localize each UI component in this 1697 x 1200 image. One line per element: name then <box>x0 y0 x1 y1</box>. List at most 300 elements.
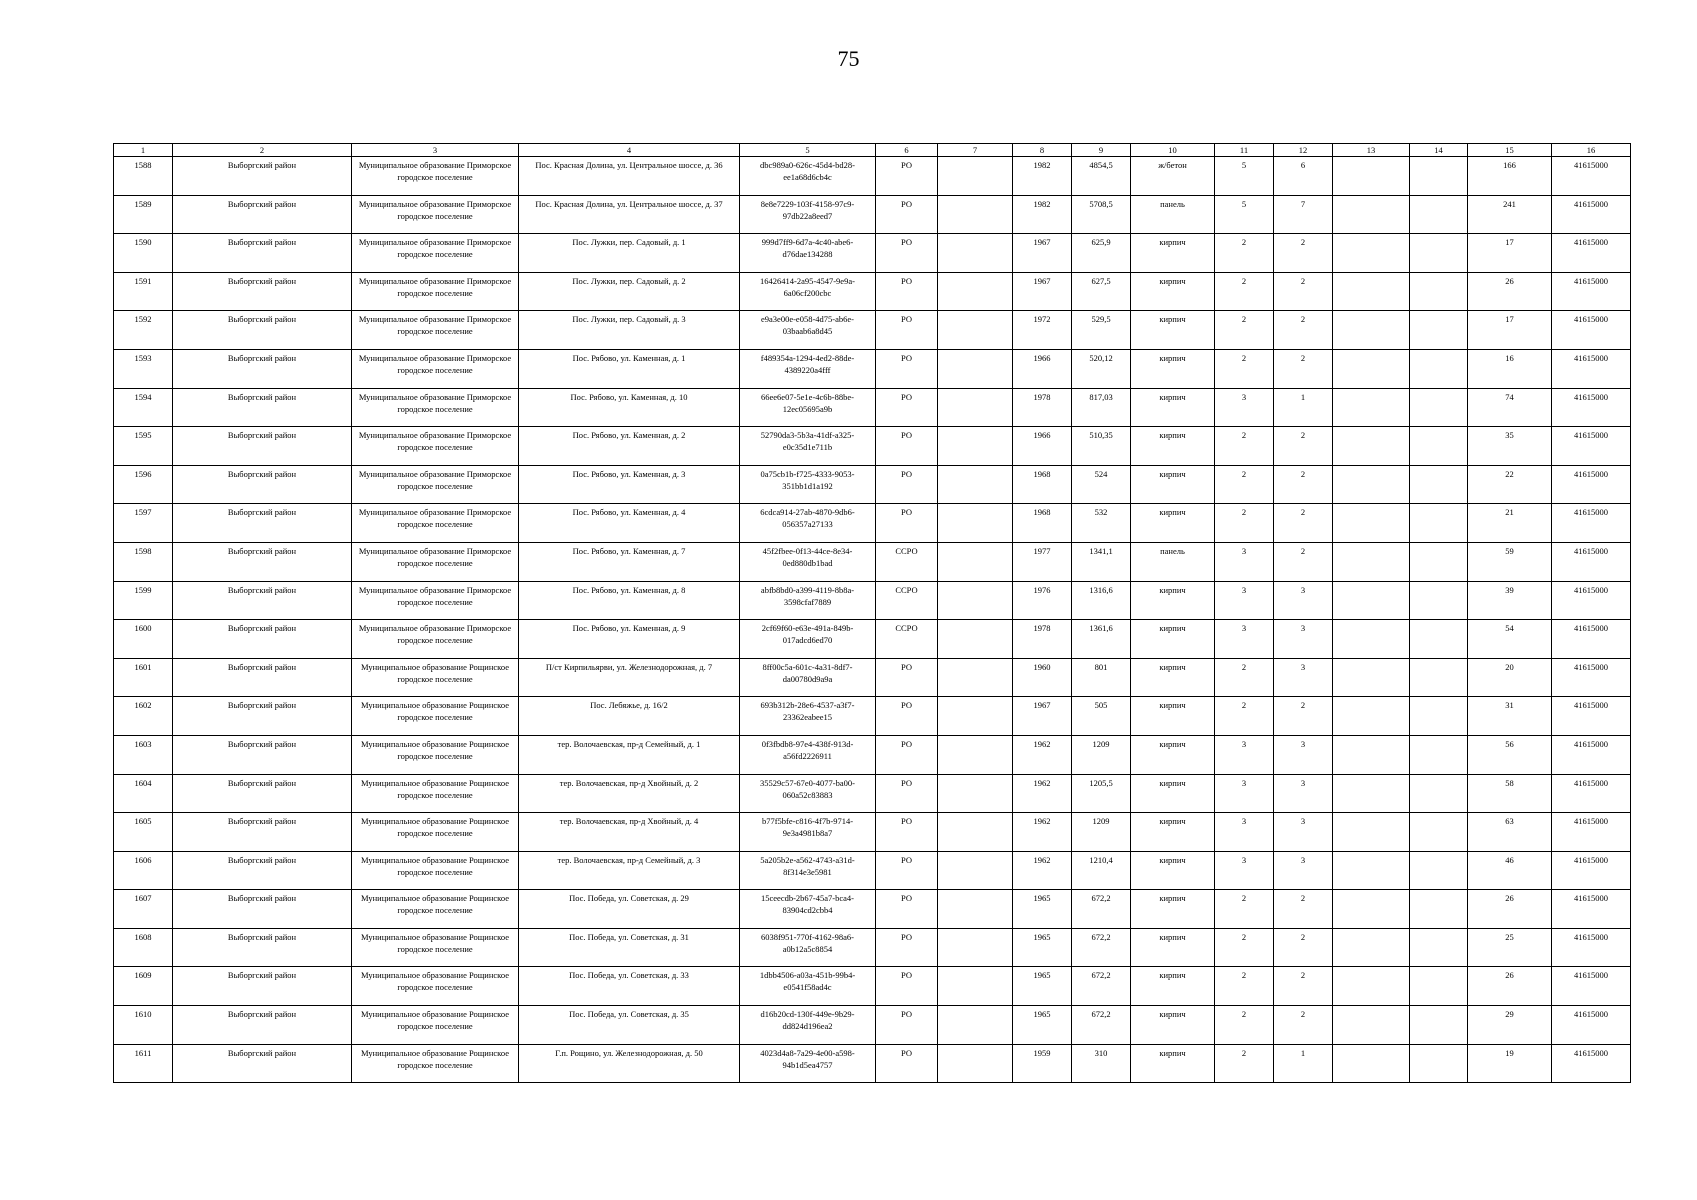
table-cell-col-10: кирпич <box>1131 851 1215 890</box>
table-cell-col-7 <box>938 967 1013 1006</box>
table-cell-col-4: Пос. Лужки, пер. Садовый, д. 2 <box>519 272 740 311</box>
table-cell-col-15: 22 <box>1468 465 1552 504</box>
table-cell-col-2: Выборгский район <box>173 697 352 736</box>
table-cell-col-1: 1604 <box>114 774 173 813</box>
table-cell-col-16: 41615000 <box>1552 620 1631 659</box>
column-header-2: 2 <box>173 144 352 157</box>
table-cell-col-10: кирпич <box>1131 890 1215 929</box>
table-cell-col-6: РО <box>876 349 938 388</box>
table-cell-col-16: 41615000 <box>1552 774 1631 813</box>
table-cell-col-9: 520,12 <box>1072 349 1131 388</box>
column-header-1: 1 <box>114 144 173 157</box>
table-cell-col-15: 26 <box>1468 272 1552 311</box>
table-cell-col-9: 5708,5 <box>1072 195 1131 234</box>
column-header-12: 12 <box>1274 144 1333 157</box>
table-cell-col-2: Выборгский район <box>173 465 352 504</box>
table-cell-col-3: Муниципальное образование Приморское городское поселение <box>352 581 519 620</box>
table-cell-col-14 <box>1410 658 1468 697</box>
table-cell-col-1: 1602 <box>114 697 173 736</box>
table-cell-col-14 <box>1410 427 1468 466</box>
table-cell-col-9: 1361,6 <box>1072 620 1131 659</box>
table-cell-col-15: 19 <box>1468 1044 1552 1083</box>
table-cell-col-14 <box>1410 542 1468 581</box>
table-cell-col-1: 1605 <box>114 813 173 852</box>
table-cell-col-13 <box>1333 620 1410 659</box>
table-cell-col-16: 41615000 <box>1552 581 1631 620</box>
table-cell-col-15: 54 <box>1468 620 1552 659</box>
table-cell-col-8: 1967 <box>1013 697 1072 736</box>
table-cell-col-8: 1960 <box>1013 658 1072 697</box>
table-cell-col-6: РО <box>876 697 938 736</box>
table-cell-col-4: Пос. Лужки, пер. Садовый, д. 1 <box>519 234 740 273</box>
table-row <box>114 697 1631 736</box>
table-cell-col-1: 1598 <box>114 542 173 581</box>
table-cell-col-5: e9a3e00e-e058-4d75-ab6e-03baab6a8d45 <box>740 311 876 350</box>
table-cell-col-8: 1976 <box>1013 581 1072 620</box>
table-cell-col-9: 672,2 <box>1072 1006 1131 1045</box>
table-cell-col-11: 2 <box>1215 234 1274 273</box>
table-cell-col-3: Муниципальное образование Рощинское городское поселение <box>352 851 519 890</box>
table-cell-col-12: 2 <box>1274 890 1333 929</box>
table-cell-col-8: 1962 <box>1013 774 1072 813</box>
table-cell-col-16: 41615000 <box>1552 813 1631 852</box>
table-cell-col-11: 3 <box>1215 620 1274 659</box>
table-cell-col-12: 2 <box>1274 234 1333 273</box>
table-cell-col-2: Выборгский район <box>173 851 352 890</box>
table-cell-col-2: Выборгский район <box>173 1044 352 1083</box>
table-cell-col-1: 1610 <box>114 1006 173 1045</box>
table-cell-col-2: Выборгский район <box>173 774 352 813</box>
table-cell-col-10: кирпич <box>1131 388 1215 427</box>
table-cell-col-1: 1611 <box>114 1044 173 1083</box>
table-cell-col-9: 627,5 <box>1072 272 1131 311</box>
table-cell-col-2: Выборгский район <box>173 157 352 196</box>
table-cell-col-3: Муниципальное образование Рощинское городское поселение <box>352 1044 519 1083</box>
table-cell-col-14 <box>1410 504 1468 543</box>
table-cell-col-9: 510,35 <box>1072 427 1131 466</box>
table-row <box>114 620 1631 659</box>
table-cell-col-5: 45f2fbee-0f13-44ce-8e34-0ed880db1bad <box>740 542 876 581</box>
table-cell-col-1: 1597 <box>114 504 173 543</box>
table-cell-col-14 <box>1410 311 1468 350</box>
table-cell-col-10: кирпич <box>1131 1044 1215 1083</box>
table-cell-col-13 <box>1333 311 1410 350</box>
table-cell-col-3: Муниципальное образование Приморское городское поселение <box>352 195 519 234</box>
column-header-6: 6 <box>876 144 938 157</box>
table-cell-col-3: Муниципальное образование Рощинское городское поселение <box>352 735 519 774</box>
table-cell-col-2: Выборгский район <box>173 388 352 427</box>
table-cell-col-16: 41615000 <box>1552 1044 1631 1083</box>
table-cell-col-9: 524 <box>1072 465 1131 504</box>
table-cell-col-4: Пос. Рябово, ул. Каменная, д. 8 <box>519 581 740 620</box>
table-cell-col-4: Пос. Победа, ул. Советская, д. 31 <box>519 928 740 967</box>
table-cell-col-8: 1966 <box>1013 427 1072 466</box>
table-cell-col-9: 817,03 <box>1072 388 1131 427</box>
table-cell-col-5: 8ff00c5a-601c-4a31-8df7-da00780d9a9a <box>740 658 876 697</box>
table-cell-col-6: РО <box>876 928 938 967</box>
table-cell-col-13 <box>1333 349 1410 388</box>
table-cell-col-9: 672,2 <box>1072 928 1131 967</box>
table-cell-col-14 <box>1410 1044 1468 1083</box>
table-cell-col-2: Выборгский район <box>173 234 352 273</box>
table-cell-col-12: 2 <box>1274 272 1333 311</box>
table-cell-col-16: 41615000 <box>1552 272 1631 311</box>
table-cell-col-4: тер. Волочаевская, пр-д Семейный, д. 3 <box>519 851 740 890</box>
table-cell-col-8: 1982 <box>1013 195 1072 234</box>
table-cell-col-12: 2 <box>1274 928 1333 967</box>
table-cell-col-5: 4023d4a8-7a29-4e00-a598-94b1d5ea4757 <box>740 1044 876 1083</box>
table-cell-col-4: Пос. Рябово, ул. Каменная, д. 7 <box>519 542 740 581</box>
table-cell-col-5: 999d7ff9-6d7a-4c40-abe6-d76dae134288 <box>740 234 876 273</box>
table-cell-col-7 <box>938 504 1013 543</box>
table-cell-col-8: 1968 <box>1013 504 1072 543</box>
table-cell-col-15: 21 <box>1468 504 1552 543</box>
table-cell-col-12: 2 <box>1274 427 1333 466</box>
table-cell-col-4: Пос. Рябово, ул. Каменная, д. 1 <box>519 349 740 388</box>
table-cell-col-7 <box>938 272 1013 311</box>
table-cell-col-16: 41615000 <box>1552 157 1631 196</box>
table-cell-col-8: 1968 <box>1013 465 1072 504</box>
table-cell-col-13 <box>1333 1006 1410 1045</box>
table-cell-col-12: 1 <box>1274 388 1333 427</box>
table-row <box>114 504 1631 543</box>
table-cell-col-11: 3 <box>1215 542 1274 581</box>
table-cell-col-12: 6 <box>1274 157 1333 196</box>
table-cell-col-3: Муниципальное образование Приморское городское поселение <box>352 620 519 659</box>
table-cell-col-11: 2 <box>1215 890 1274 929</box>
table-cell-col-4: Пос. Победа, ул. Советская, д. 29 <box>519 890 740 929</box>
table-cell-col-14 <box>1410 851 1468 890</box>
table-cell-col-10: кирпич <box>1131 465 1215 504</box>
table-cell-col-14 <box>1410 157 1468 196</box>
table-cell-col-13 <box>1333 581 1410 620</box>
table-cell-col-16: 41615000 <box>1552 349 1631 388</box>
table-cell-col-14 <box>1410 928 1468 967</box>
table-cell-col-8: 1967 <box>1013 272 1072 311</box>
table-cell-col-1: 1590 <box>114 234 173 273</box>
table-cell-col-3: Муниципальное образование Рощинское городское поселение <box>352 890 519 929</box>
table-cell-col-5: 2cf69f60-e63e-491a-849b-017adcd6ed70 <box>740 620 876 659</box>
table-cell-col-8: 1959 <box>1013 1044 1072 1083</box>
table-cell-col-6: РО <box>876 890 938 929</box>
table-cell-col-12: 3 <box>1274 774 1333 813</box>
table-row <box>114 928 1631 967</box>
column-header-5: 5 <box>740 144 876 157</box>
table-cell-col-7 <box>938 427 1013 466</box>
table-cell-col-1: 1596 <box>114 465 173 504</box>
table-cell-col-13 <box>1333 928 1410 967</box>
table-cell-col-9: 801 <box>1072 658 1131 697</box>
table-cell-col-15: 74 <box>1468 388 1552 427</box>
table-cell-col-13 <box>1333 735 1410 774</box>
table-cell-col-8: 1982 <box>1013 157 1072 196</box>
table-cell-col-2: Выборгский район <box>173 890 352 929</box>
column-header-13: 13 <box>1333 144 1410 157</box>
table-cell-col-12: 2 <box>1274 465 1333 504</box>
table-cell-col-10: кирпич <box>1131 620 1215 659</box>
table-cell-col-13 <box>1333 1044 1410 1083</box>
table-cell-col-3: Муниципальное образование Рощинское городское поселение <box>352 967 519 1006</box>
table-cell-col-13 <box>1333 658 1410 697</box>
table-cell-col-2: Выборгский район <box>173 813 352 852</box>
table-cell-col-3: Муниципальное образование Приморское городское поселение <box>352 234 519 273</box>
table-cell-col-12: 3 <box>1274 735 1333 774</box>
table-cell-col-5: 1dbb4506-a03a-451b-99b4-e0541f58ad4c <box>740 967 876 1006</box>
table-cell-col-2: Выборгский район <box>173 542 352 581</box>
table-cell-col-5: d16b20cd-130f-449e-9b29-dd824d196ea2 <box>740 1006 876 1045</box>
table-row <box>114 1006 1631 1045</box>
table-cell-col-10: панель <box>1131 542 1215 581</box>
table-cell-col-3: Муниципальное образование Приморское городское поселение <box>352 542 519 581</box>
table-row <box>114 349 1631 388</box>
table-cell-col-4: тер. Волочаевская, пр-д Семейный, д. 1 <box>519 735 740 774</box>
table-cell-col-5: dbc989a0-626c-45d4-bd28-ee1a68d6cb4c <box>740 157 876 196</box>
table-cell-col-11: 3 <box>1215 813 1274 852</box>
table-cell-col-6: РО <box>876 813 938 852</box>
table-cell-col-2: Выборгский район <box>173 1006 352 1045</box>
table-row <box>114 311 1631 350</box>
table-cell-col-4: тер. Волочаевская, пр-д Хвойный, д. 4 <box>519 813 740 852</box>
table-cell-col-1: 1599 <box>114 581 173 620</box>
table-row <box>114 890 1631 929</box>
table-cell-col-5: abfb8bd0-a399-4119-8b8a-3598cfaf7889 <box>740 581 876 620</box>
table-cell-col-11: 3 <box>1215 735 1274 774</box>
table-cell-col-6: РО <box>876 735 938 774</box>
table-row <box>114 1044 1631 1083</box>
table-cell-col-10: панель <box>1131 195 1215 234</box>
table-cell-col-16: 41615000 <box>1552 658 1631 697</box>
table-cell-col-7 <box>938 234 1013 273</box>
table-cell-col-1: 1591 <box>114 272 173 311</box>
table-cell-col-1: 1594 <box>114 388 173 427</box>
table-cell-col-15: 56 <box>1468 735 1552 774</box>
table-cell-col-14 <box>1410 581 1468 620</box>
table-cell-col-2: Выборгский район <box>173 658 352 697</box>
table-cell-col-5: 5a205b2e-a562-4743-a31d-8f314e3e5981 <box>740 851 876 890</box>
table-cell-col-16: 41615000 <box>1552 465 1631 504</box>
table-cell-col-14 <box>1410 388 1468 427</box>
table-cell-col-15: 31 <box>1468 697 1552 736</box>
table-cell-col-14 <box>1410 1006 1468 1045</box>
table-cell-col-7 <box>938 928 1013 967</box>
table-row <box>114 967 1631 1006</box>
table-cell-col-8: 1972 <box>1013 311 1072 350</box>
table-cell-col-16: 41615000 <box>1552 234 1631 273</box>
table-cell-col-6: РО <box>876 195 938 234</box>
table-cell-col-6: ССРО <box>876 620 938 659</box>
table-cell-col-10: кирпич <box>1131 658 1215 697</box>
table-cell-col-11: 2 <box>1215 967 1274 1006</box>
table-cell-col-8: 1962 <box>1013 735 1072 774</box>
table-cell-col-13 <box>1333 272 1410 311</box>
table-cell-col-16: 41615000 <box>1552 735 1631 774</box>
table-cell-col-13 <box>1333 427 1410 466</box>
table-cell-col-13 <box>1333 465 1410 504</box>
table-cell-col-9: 529,5 <box>1072 311 1131 350</box>
table-cell-col-10: кирпич <box>1131 581 1215 620</box>
table-cell-col-4: Пос. Красная Долина, ул. Центральное шоссе, д. 37 <box>519 195 740 234</box>
table-cell-col-7 <box>938 349 1013 388</box>
table-cell-col-1: 1608 <box>114 928 173 967</box>
table-cell-col-10: кирпич <box>1131 427 1215 466</box>
table-cell-col-12: 3 <box>1274 658 1333 697</box>
table-cell-col-6: РО <box>876 774 938 813</box>
table-cell-col-12: 2 <box>1274 504 1333 543</box>
table-cell-col-1: 1593 <box>114 349 173 388</box>
table-cell-col-2: Выборгский район <box>173 620 352 659</box>
table-cell-col-9: 1209 <box>1072 813 1131 852</box>
table-cell-col-11: 5 <box>1215 157 1274 196</box>
table-cell-col-8: 1966 <box>1013 349 1072 388</box>
table-cell-col-12: 2 <box>1274 311 1333 350</box>
table-cell-col-11: 2 <box>1215 272 1274 311</box>
table-cell-col-14 <box>1410 813 1468 852</box>
table-cell-col-6: РО <box>876 311 938 350</box>
table-row <box>114 735 1631 774</box>
table-cell-col-10: кирпич <box>1131 272 1215 311</box>
table-cell-col-12: 3 <box>1274 851 1333 890</box>
table-cell-col-6: ССРО <box>876 581 938 620</box>
table-cell-col-11: 3 <box>1215 388 1274 427</box>
table-cell-col-1: 1609 <box>114 967 173 1006</box>
table-row <box>114 658 1631 697</box>
table-cell-col-14 <box>1410 620 1468 659</box>
column-header-15: 15 <box>1468 144 1552 157</box>
table-cell-col-7 <box>938 1044 1013 1083</box>
table-cell-col-6: РО <box>876 465 938 504</box>
table-cell-col-16: 41615000 <box>1552 542 1631 581</box>
table-cell-col-2: Выборгский район <box>173 928 352 967</box>
table-cell-col-1: 1607 <box>114 890 173 929</box>
table-cell-col-16: 41615000 <box>1552 1006 1631 1045</box>
table-row <box>114 427 1631 466</box>
table-row <box>114 195 1631 234</box>
column-header-9: 9 <box>1072 144 1131 157</box>
column-header-16: 16 <box>1552 144 1631 157</box>
table-cell-col-4: Пос. Победа, ул. Советская, д. 35 <box>519 1006 740 1045</box>
table-cell-col-6: ССРО <box>876 542 938 581</box>
table-cell-col-3: Муниципальное образование Рощинское городское поселение <box>352 658 519 697</box>
table-cell-col-5: 693b312b-28e6-4537-a3f7-23362eabee15 <box>740 697 876 736</box>
table-cell-col-7 <box>938 620 1013 659</box>
table-cell-col-2: Выборгский район <box>173 349 352 388</box>
table-body <box>114 157 1631 1083</box>
table-cell-col-6: РО <box>876 967 938 1006</box>
table-cell-col-16: 41615000 <box>1552 851 1631 890</box>
table-cell-col-11: 3 <box>1215 774 1274 813</box>
table-cell-col-4: тер. Волочаевская, пр-д Хвойный, д. 2 <box>519 774 740 813</box>
table-cell-col-8: 1965 <box>1013 928 1072 967</box>
page-number: 75 <box>837 46 860 71</box>
table-cell-col-15: 46 <box>1468 851 1552 890</box>
table-cell-col-7 <box>938 658 1013 697</box>
table-cell-col-1: 1606 <box>114 851 173 890</box>
table-cell-col-11: 2 <box>1215 427 1274 466</box>
table-cell-col-5: 6cdca914-27ab-4870-9db6-056357a27133 <box>740 504 876 543</box>
table-cell-col-12: 3 <box>1274 581 1333 620</box>
table-cell-col-3: Муниципальное образование Приморское городское поселение <box>352 349 519 388</box>
table-cell-col-3: Муниципальное образование Приморское городское поселение <box>352 388 519 427</box>
table-cell-col-11: 2 <box>1215 1044 1274 1083</box>
table-cell-col-9: 625,9 <box>1072 234 1131 273</box>
table-cell-col-7 <box>938 542 1013 581</box>
table-cell-col-9: 505 <box>1072 697 1131 736</box>
table-cell-col-6: РО <box>876 504 938 543</box>
table-cell-col-15: 20 <box>1468 658 1552 697</box>
table-cell-col-9: 1210,4 <box>1072 851 1131 890</box>
column-header-3: 3 <box>352 144 519 157</box>
table-cell-col-2: Выборгский район <box>173 427 352 466</box>
table-cell-col-8: 1965 <box>1013 1006 1072 1045</box>
table-cell-col-8: 1965 <box>1013 967 1072 1006</box>
table-row <box>114 542 1631 581</box>
table-cell-col-7 <box>938 388 1013 427</box>
table-cell-col-6: РО <box>876 658 938 697</box>
table-cell-col-12: 3 <box>1274 813 1333 852</box>
table-cell-col-13 <box>1333 504 1410 543</box>
table-cell-col-10: кирпич <box>1131 311 1215 350</box>
table-cell-col-3: Муниципальное образование Рощинское городское поселение <box>352 813 519 852</box>
table-cell-col-8: 1967 <box>1013 234 1072 273</box>
table-cell-col-7 <box>938 735 1013 774</box>
table-cell-col-5: 52790da3-5b3a-41df-a325-e0c35d1e711b <box>740 427 876 466</box>
table-cell-col-15: 26 <box>1468 967 1552 1006</box>
table-cell-col-4: Пос. Лужки, пер. Садовый, д. 3 <box>519 311 740 350</box>
table-cell-col-11: 2 <box>1215 465 1274 504</box>
table-cell-col-13 <box>1333 851 1410 890</box>
table-cell-col-15: 29 <box>1468 1006 1552 1045</box>
table-cell-col-11: 2 <box>1215 697 1274 736</box>
table-cell-col-11: 3 <box>1215 581 1274 620</box>
table-cell-col-13 <box>1333 890 1410 929</box>
table-cell-col-10: кирпич <box>1131 774 1215 813</box>
column-header-14: 14 <box>1410 144 1468 157</box>
table-cell-col-11: 2 <box>1215 928 1274 967</box>
table-cell-col-4: Пос. Рябово, ул. Каменная, д. 10 <box>519 388 740 427</box>
table-cell-col-11: 2 <box>1215 504 1274 543</box>
table-cell-col-9: 672,2 <box>1072 890 1131 929</box>
table-cell-col-15: 59 <box>1468 542 1552 581</box>
table-cell-col-8: 1978 <box>1013 620 1072 659</box>
table-cell-col-5: f489354a-1294-4ed2-88de-4389220a4fff <box>740 349 876 388</box>
column-header-11: 11 <box>1215 144 1274 157</box>
table-cell-col-1: 1600 <box>114 620 173 659</box>
table-cell-col-4: Пос. Рябово, ул. Каменная, д. 4 <box>519 504 740 543</box>
table-cell-col-5: 6038f951-770f-4162-98a6-a0b12a5c8854 <box>740 928 876 967</box>
table-cell-col-10: кирпич <box>1131 1006 1215 1045</box>
column-header-8: 8 <box>1013 144 1072 157</box>
table-cell-col-11: 5 <box>1215 195 1274 234</box>
table-cell-col-3: Муниципальное образование Приморское городское поселение <box>352 465 519 504</box>
table-cell-col-5: b77f5bfe-c816-4f7b-9714-9e3a4981b8a7 <box>740 813 876 852</box>
table-cell-col-6: РО <box>876 272 938 311</box>
table-row <box>114 774 1631 813</box>
table-cell-col-9: 1209 <box>1072 735 1131 774</box>
table-cell-col-2: Выборгский район <box>173 272 352 311</box>
table-cell-col-7 <box>938 195 1013 234</box>
table-cell-col-4: Пос. Победа, ул. Советская, д. 33 <box>519 967 740 1006</box>
table-cell-col-8: 1977 <box>1013 542 1072 581</box>
table-cell-col-15: 17 <box>1468 311 1552 350</box>
table-cell-col-4: Г.п. Рощино, ул. Железнодорожная, д. 50 <box>519 1044 740 1083</box>
table-cell-col-9: 1205,5 <box>1072 774 1131 813</box>
table-cell-col-15: 166 <box>1468 157 1552 196</box>
table-cell-col-2: Выборгский район <box>173 311 352 350</box>
table-cell-col-15: 35 <box>1468 427 1552 466</box>
header-row <box>114 144 1631 157</box>
table-cell-col-12: 3 <box>1274 620 1333 659</box>
table-cell-col-9: 1316,6 <box>1072 581 1131 620</box>
